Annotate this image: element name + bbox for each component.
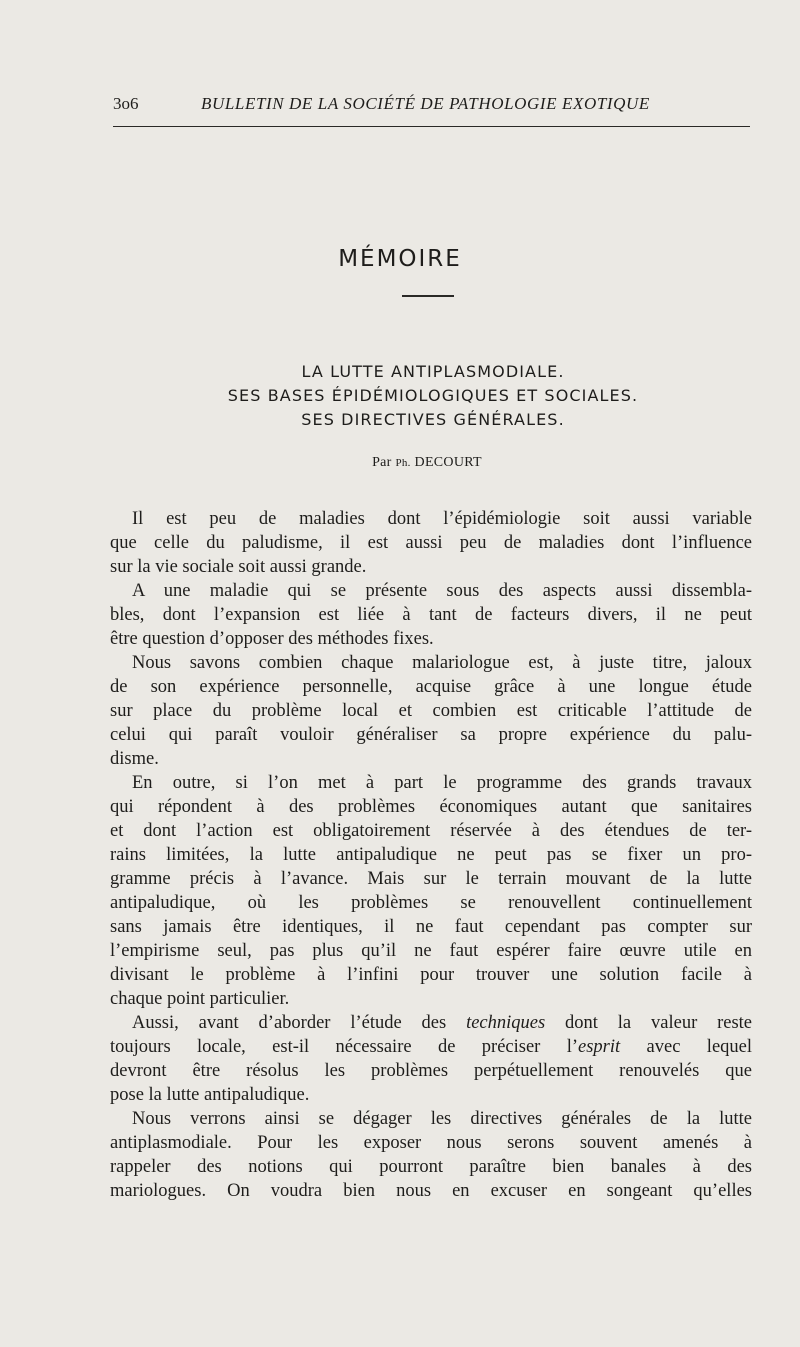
text-line: bles, dont l’expansion est liée à tant de facteurs divers, il ne peut: [110, 605, 752, 625]
article-title: [0, 360, 800, 432]
header-rule: [113, 126, 750, 127]
article-title-line: LA LUTTE ANTIPLASMODIALE.: [301, 362, 565, 381]
text-line: Il est peu de maladies dont l’épidémiologie soit aussi variable: [132, 509, 752, 529]
byline: [0, 455, 800, 471]
text-line: sur place du problème local et combien est criticable l’attitude de: [110, 701, 752, 721]
text-segment: dont la valeur reste: [545, 1013, 753, 1033]
article-title-line: SES BASES ÉPIDÉMIOLOGIQUES ET SOCIALES.: [227, 386, 639, 405]
text-line: gramme précis à l’avance. Mais sur le terrain mouvant de la lutte: [110, 869, 752, 889]
text-line: mariologues. On voudra bien nous en excuser en songeant qu’elles: [110, 1181, 752, 1201]
text-line: rains limitées, la lutte antipaludique ne peut pas se fixer un pro-: [110, 845, 752, 865]
byline-prefix: Par: [372, 455, 396, 470]
text-line: celui qui paraît vouloir généraliser sa propre expérience du palu-: [110, 725, 752, 745]
text-segment: Aussi, avant d’aborder l’étude des: [132, 1013, 467, 1033]
text-line: que celle du paludisme, il est aussi peu de maladies dont l’influence: [110, 533, 752, 553]
text-line: sans jamais être identiques, il ne faut cependant pas compter sur: [110, 917, 752, 937]
italic-term: techniques: [466, 1013, 546, 1033]
text-line: sur la vie sociale soit aussi grande.: [110, 557, 367, 577]
text-line: chaque point particulier.: [110, 989, 290, 1009]
text-line: être question d’opposer des méthodes fixes.: [110, 629, 434, 649]
text-line: disme.: [110, 749, 159, 769]
text-line: divisant le problème à l’infini pour trouver une solution facile à: [110, 965, 752, 985]
text-line: pose la lutte antipaludique.: [110, 1085, 310, 1105]
byline-name: DECOURT: [410, 455, 482, 470]
article-title-line: SES DIRECTIVES GÉNÉRALES.: [301, 410, 565, 429]
text-line: A une maladie qui se présente sous des aspects aussi dissembla-: [132, 581, 752, 601]
text-line: de son expérience personnelle, acquise grâce à une longue étude: [110, 677, 752, 697]
text-line: Nous savons combien chaque malariologue est, à juste titre, jaloux: [132, 653, 752, 673]
byline-initial: Ph.: [395, 457, 411, 469]
text-line: Nous verrons ainsi se dégager les directives générales de la lutte: [132, 1109, 752, 1129]
text-segment: avec lequel: [620, 1037, 752, 1057]
text-line: l’empirisme seul, pas plus qu’il ne faut espérer faire œuvre utile en: [110, 941, 752, 961]
text-line: et dont l’action est obligatoirement réservée à des étendues de ter-: [110, 821, 752, 841]
text-line: qui répondent à des problèmes économiques autant que sanitaires: [110, 797, 752, 817]
text-line: En outre, si l’on met à part le programme des grands travaux: [132, 773, 752, 793]
running-header: [113, 94, 750, 124]
section-title: MÉMOIRE: [338, 246, 462, 272]
title-rule: [402, 295, 454, 297]
text-line: antiplasmodiale. Pour les exposer nous serons souvent amenés à: [110, 1133, 752, 1153]
text-segment: toujours locale, est-il nécessaire de préciser l’: [110, 1037, 579, 1057]
text-line: devront être résolus les problèmes perpétuellement renouvelés que: [110, 1061, 752, 1081]
journal-title: BULLETIN DE LA SOCIÉTÉ DE PATHOLOGIE EXOTIQUE: [201, 94, 650, 113]
text-line: [110, 1035, 752, 1059]
text-line: antipaludique, où les problèmes se renouvellent continuellement: [110, 893, 752, 913]
text-line: [110, 1011, 752, 1035]
page-number: 3o6: [113, 94, 139, 113]
text-line: rappeler des notions qui pourront paraître bien banales à des: [110, 1157, 752, 1177]
body-text: [110, 507, 752, 1203]
italic-term: esprit: [578, 1037, 621, 1057]
